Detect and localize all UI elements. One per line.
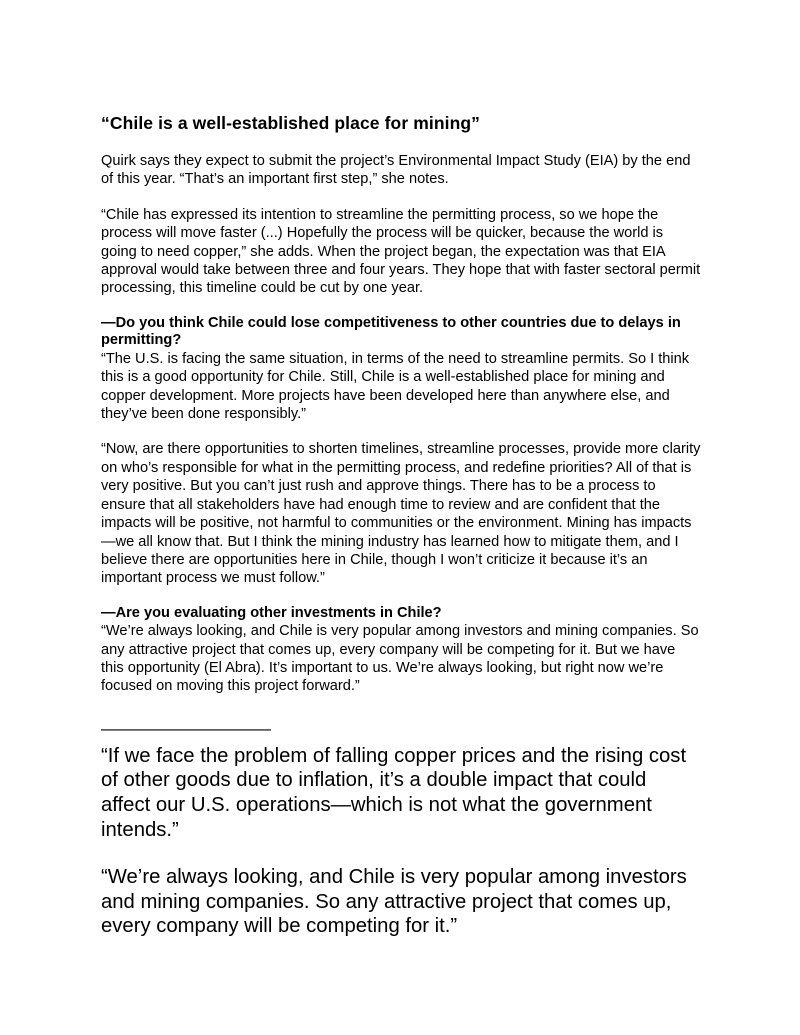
question-competitiveness: —Do you think Chile could lose competitiveness to other countries due to delays in permitting? xyxy=(101,314,681,349)
pull-quote-always-looking: “We’re always looking, and Chile is very popular among investors and mining companies. So any attractive project that comes up, every company will be competing for it.” xyxy=(101,866,687,938)
section-heading: “Chile is a well-established place for mining” xyxy=(101,113,480,133)
question-other-investments: —Are you evaluating other investments in Chile? xyxy=(101,604,442,621)
qa-competitiveness xyxy=(101,315,701,424)
paragraph-opportunities: “Now, are there opportunities to shorten timelines, streamline processes, provide more clarity on who’s responsible for what in the permitting process, and redefine priorities? All of that is very positive. But you can’t just rush and approve things. There has to be a process to ensure that all stakeholders have had enough time to review and are confident that the impacts will be positive, not harmful to communities or the environment. Mining has impacts—we all know that. But I think the mining industry has learned how to mitigate them, and I believe there are opportunities here in Chile, though I won’t criticize it because it’s an important process we must follow.” xyxy=(101,441,701,587)
qa-other-investments xyxy=(101,605,701,696)
paragraph-eia-submission: Quirk says they expect to submit the project’s Environmental Impact Study (EIA) by the end of this year. “That’s an important first step,” she notes. xyxy=(101,153,691,188)
document-page xyxy=(101,112,701,962)
paragraph-permitting-streamline: “Chile has expressed its intention to streamline the permitting process, so we hope the process will move faster (...) Hopefully the process will be quicker, because the world is going to need copper,” she adds. When the project began, the expectation was that EIA approval would take between three and four years. They hope that with faster sectoral permit processing, this timeline could be cut by one year. xyxy=(101,206,701,297)
answer-other-investments: “We’re always looking, and Chile is very popular among investors and mining companies. So any attractive project that comes up, every company will be competing for it. But we have this opportunity (El Abra). It’s important to us. We’re always looking, but right now we’re focused on moving this project forward.” xyxy=(101,623,699,695)
answer-competitiveness: “The U.S. is facing the same situation, in terms of the need to streamline permits. So I think this is a good opportunity for Chile. Still, Chile is a well-established place for mining and copper development. More projects have been developed here than anywhere else, and they’ve been done responsibly.” xyxy=(101,350,690,423)
pull-quote-copper-prices: “If we face the problem of falling copper prices and the rising cost of other goods due to inflation, it’s a double impact that could affect our U.S. operations—which is not what the government intends.” xyxy=(101,744,687,841)
divider-line: —————————— xyxy=(101,718,271,738)
